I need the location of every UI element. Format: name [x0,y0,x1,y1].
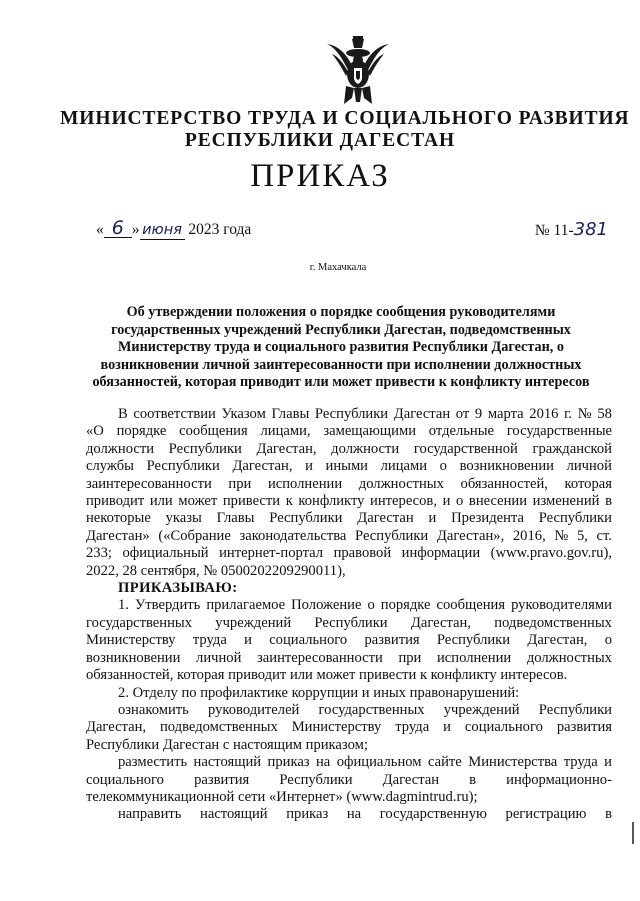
word: социального [86,771,164,788]
item-2b-first-line [86,754,612,771]
word: и [443,719,451,736]
preamble-line [86,441,612,458]
date-year: 2023 года [188,221,252,238]
word: Утвердить [134,597,201,614]
word: Главы [271,406,310,422]
word: интересов, [370,493,437,510]
preamble-line [86,476,612,493]
word: и [442,493,451,510]
subject-line: Об утверждении положения о порядке сообщения руководителями [126,304,556,320]
item-1-line [86,650,612,667]
word: может [178,493,218,510]
word: должности [331,440,400,457]
word: («Собрание [158,527,231,544]
word: подведомственных [160,719,278,736]
word: труда [395,719,430,736]
word: 2016 [529,406,559,422]
word: привести [222,493,281,510]
word: Министерству [86,632,176,649]
word: Указом [221,406,266,422]
word: 9 [474,406,483,422]
word: информационно- [506,771,612,788]
word: социального [464,719,543,736]
word: обязанностей, [460,475,548,492]
item-2b-last-line: телекоммуникационной сети «Интернет» (www.dagmintrud.ru); [86,788,478,805]
word: направить [118,806,182,823]
order-subject [86,304,596,392]
word: Дагестан, [232,458,293,475]
word: Дагестан, [256,440,317,457]
word: личной [196,649,242,666]
word: на [316,754,331,771]
item-2-intro: 2. Отделу по профилактике коррупции и иных правонарушений: [118,684,520,701]
word: труда [192,632,227,649]
word: г. [564,406,573,422]
item-1-line [86,615,612,632]
word: о [604,632,612,649]
word: государственной [413,440,518,457]
word: № [577,406,592,422]
word: исполнении [437,649,512,666]
order-title: ПРИКАЗ [250,158,390,194]
word: в [469,771,477,788]
word: о [439,458,447,475]
item-2a-last-line: Республики Дагестан с настоящим приказом; [86,736,368,753]
ministry-name-line-1: МИНИСТЕРСТВО ТРУДА И СОЦИАЛЬНОГО РАЗВИТИЯ [60,108,630,129]
word: Министерству [291,719,382,736]
word: от [455,406,470,422]
city-name: г. Махачкала [309,262,367,273]
word: о [367,597,375,614]
item-2a-line [86,719,612,736]
word: которая [564,475,612,492]
word: учреждений [215,614,292,631]
item-1-last-line: обязанностей, которая приводит или может привести к конфликту интересов. [86,667,568,684]
word: приказ [267,754,310,771]
word: Республики [538,510,612,527]
word: государственных [86,614,193,631]
word: интернет-портал [219,545,324,562]
word: Республики [146,458,220,475]
word: труда [563,754,598,771]
word: исполнении [267,475,343,492]
word: Дагестан, [410,614,471,631]
word: Положение [291,597,362,614]
word: лицами [380,458,428,475]
word: о [456,493,464,510]
word: Президента [451,510,524,527]
word: «О [86,423,104,440]
word: государственные [506,423,612,440]
word: развития [556,719,612,736]
word: должностных [358,475,444,492]
word: внесении [468,493,528,510]
word: сообщения [179,423,248,440]
word: приводит [86,493,145,510]
word: 5, [576,527,588,544]
word: социального [269,632,348,649]
preamble-line [86,528,612,545]
order-body [86,406,612,824]
word: личной [566,458,612,475]
date-month-handwritten: июня [140,221,185,240]
word: Республики [314,406,389,422]
word: на [346,806,362,823]
item-2b-line [86,772,612,789]
word: замещающими [323,423,417,440]
word: иными [325,458,368,475]
word: и [244,632,252,649]
word: соответствии [133,406,216,422]
coat-of-arms-emblem [324,34,392,106]
word: Главы [216,510,255,527]
word: изменений [532,493,600,510]
word: и [604,754,612,771]
word: заинтересованности [257,649,383,666]
word: учреждений [443,701,520,718]
word: прилагаемое [206,597,286,614]
preamble-line [86,510,612,527]
word: при [228,475,252,492]
word: Дагестан» [86,527,150,544]
subject-line: возникновении личной заинтересованности при исполнении должностных [100,356,582,373]
order-date [96,219,251,240]
item-2c-first-line [86,806,612,823]
word: официальном [336,754,422,771]
item-1-line [86,632,612,649]
word: должностных [526,649,612,666]
word: официальный [122,545,209,562]
word: разместить [118,754,188,771]
word: должности [86,440,155,457]
word: руководителями [511,597,612,614]
word: сообщения [436,597,506,614]
word: при [398,649,422,666]
word: в [605,806,612,823]
date-open-quote: « [96,221,104,238]
word: информации [401,545,481,562]
word: лицами, [260,423,311,440]
subject-line: Министерству труда и социального развития Республики Дагестан, о [118,339,564,355]
word: 58 [597,406,612,422]
preamble-line [86,423,612,440]
word: или [149,493,173,510]
order-number-prefix: № 11- [534,222,574,239]
word: настоящий [193,754,262,771]
preamble-line [86,458,612,475]
word: законодательства [239,527,347,544]
word: Дагестан», [436,527,505,544]
order-keyword: ПРИКАЗЫВАЮ: [118,580,238,597]
word: (www.pravo.gov.ru), [490,545,612,562]
word: 2016, [512,527,546,544]
word: возникновении [459,458,554,475]
item-1-first-line [86,597,612,614]
word: государственных [318,701,425,718]
word: гражданской [532,440,612,457]
word: отдельные [428,423,495,440]
word: Дагестан [393,406,451,422]
word: в [605,493,612,510]
word: правовой [333,545,392,562]
word: заинтересованности [86,475,212,492]
word: ст. [596,527,612,544]
word: порядке [380,597,431,614]
word: службы [86,458,134,475]
word: и [305,458,313,475]
word: подведомственных [494,614,612,631]
word: Республики [436,632,511,649]
word: 233; [86,545,112,562]
order-number-handwritten: 381 [573,219,608,240]
word: Министерства [468,754,558,771]
ministry-name [60,108,630,152]
word: № [554,527,569,544]
word: порядке [116,423,167,440]
word: возникновении [86,649,181,666]
word: В [118,406,128,422]
word: Дагестан [382,771,440,788]
word: Дагестан [357,510,414,527]
scan-edge-mark [632,822,634,844]
subject-line: государственных учреждений Республики Дагестан, подведомственных [111,321,571,338]
word: развития [194,771,250,788]
word: конфликту [298,493,365,510]
preamble-last-line: 2022, 28 сентября, № 0500202209290011), [86,562,346,579]
word: указы [165,510,202,527]
word: Республики [314,614,388,631]
word: ознакомить [118,701,189,718]
word: сайте [427,754,462,771]
word: развития [364,632,420,649]
date-day-handwritten: 6 [104,219,132,238]
word: Республики [355,527,429,544]
word: Республики [279,771,353,788]
word: регистрацию [505,806,587,823]
preamble-line [86,545,612,562]
word: 1. [118,597,129,614]
word: настоящий [200,806,268,823]
word: и [428,510,437,527]
date-close-quote: » [131,221,140,238]
word: руководителей [207,701,300,718]
item-2a-first-line [86,702,612,719]
word: Республики [538,701,612,718]
preamble-first-line [86,406,612,423]
word: Республики [168,440,242,457]
subject-line: обязанностей, которая приводит или может привести к конфликту интересов [92,374,590,390]
word: Дагестан, [527,632,588,649]
word: марта [487,406,524,422]
ministry-name-line-2: РЕСПУБЛИКИ ДАГЕСТАН [184,130,456,151]
word: Республики [269,510,343,527]
word: к [285,493,293,510]
word: государственную [379,806,487,823]
order-number [535,219,608,240]
preamble-line [86,493,612,510]
word: Дагестан, [86,719,147,736]
word: некоторые [86,510,151,527]
word: приказ [286,806,329,823]
